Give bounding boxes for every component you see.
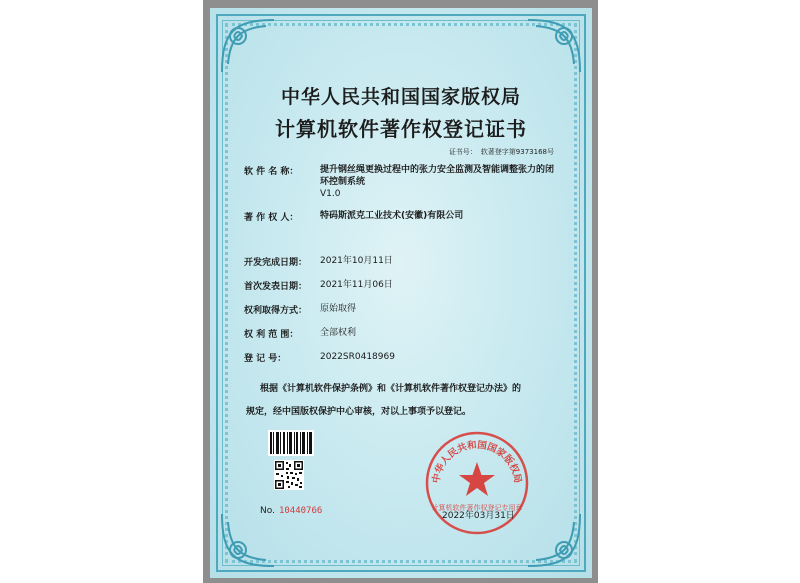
seal-star-icon bbox=[459, 462, 495, 496]
seal-inner-text: 计算机软件著作权登记专用章 bbox=[431, 504, 523, 512]
issue-date: 2022年03月31日 bbox=[442, 511, 515, 521]
owner-value: 特码斯派克工业技术(安徽)有限公司 bbox=[320, 211, 464, 221]
acquisition-value: 原始取得 bbox=[320, 304, 357, 314]
issuer-title: 中华人民共和国国家版权局 bbox=[280, 86, 521, 108]
software-name-label: 软 件 名 称： bbox=[244, 167, 299, 177]
certificate-title: 计算机软件著作权登记证书 bbox=[275, 117, 527, 141]
pub-date-value: 2021年11月06日 bbox=[320, 280, 393, 290]
serial-label: No. bbox=[260, 506, 275, 516]
certificate-number-value: 软著登字第9373168号 bbox=[480, 148, 554, 156]
corner-ornament-top-right bbox=[518, 12, 588, 82]
owner-label: 著 作 权 人： bbox=[244, 213, 299, 223]
registration-label: 登 记 号： bbox=[244, 354, 287, 364]
certificate-number-label: 证书号： bbox=[448, 148, 477, 156]
dev-date-value: 2021年10月11日 bbox=[320, 256, 393, 266]
acquisition-label: 权利取得方式： bbox=[244, 306, 308, 316]
corner-ornament-top-left bbox=[214, 12, 284, 82]
official-seal bbox=[422, 428, 532, 538]
software-version: V1.0 bbox=[320, 189, 341, 199]
qr-code bbox=[274, 460, 304, 490]
statement-line-2: 规定，经中国版权保护中心审核，对以上事项予以登记。 bbox=[246, 407, 472, 417]
software-name-value bbox=[320, 164, 556, 200]
barcode bbox=[268, 430, 314, 456]
registration-value: 2022SR0418969 bbox=[320, 352, 395, 362]
seal-arc-text: 中华人民共和国国家版权局 bbox=[430, 439, 524, 485]
serial-value: 10440766 bbox=[278, 506, 323, 516]
certificate-number bbox=[445, 147, 554, 157]
scope-value: 全部权利 bbox=[320, 328, 357, 338]
pub-date-label: 首次发表日期： bbox=[244, 282, 308, 292]
certificate bbox=[210, 8, 592, 578]
scope-label: 权 利 范 围： bbox=[244, 330, 299, 340]
software-name-text: 提升钢丝绳更换过程中的张力安全监测及智能调整张力的闭环控制系统 bbox=[320, 165, 555, 187]
serial-number bbox=[260, 506, 322, 516]
dev-date-label: 开发完成日期： bbox=[244, 258, 308, 268]
statement-line-1: 根据《计算机软件保护条例》和《计算机软件著作权登记办法》的 bbox=[260, 384, 522, 394]
